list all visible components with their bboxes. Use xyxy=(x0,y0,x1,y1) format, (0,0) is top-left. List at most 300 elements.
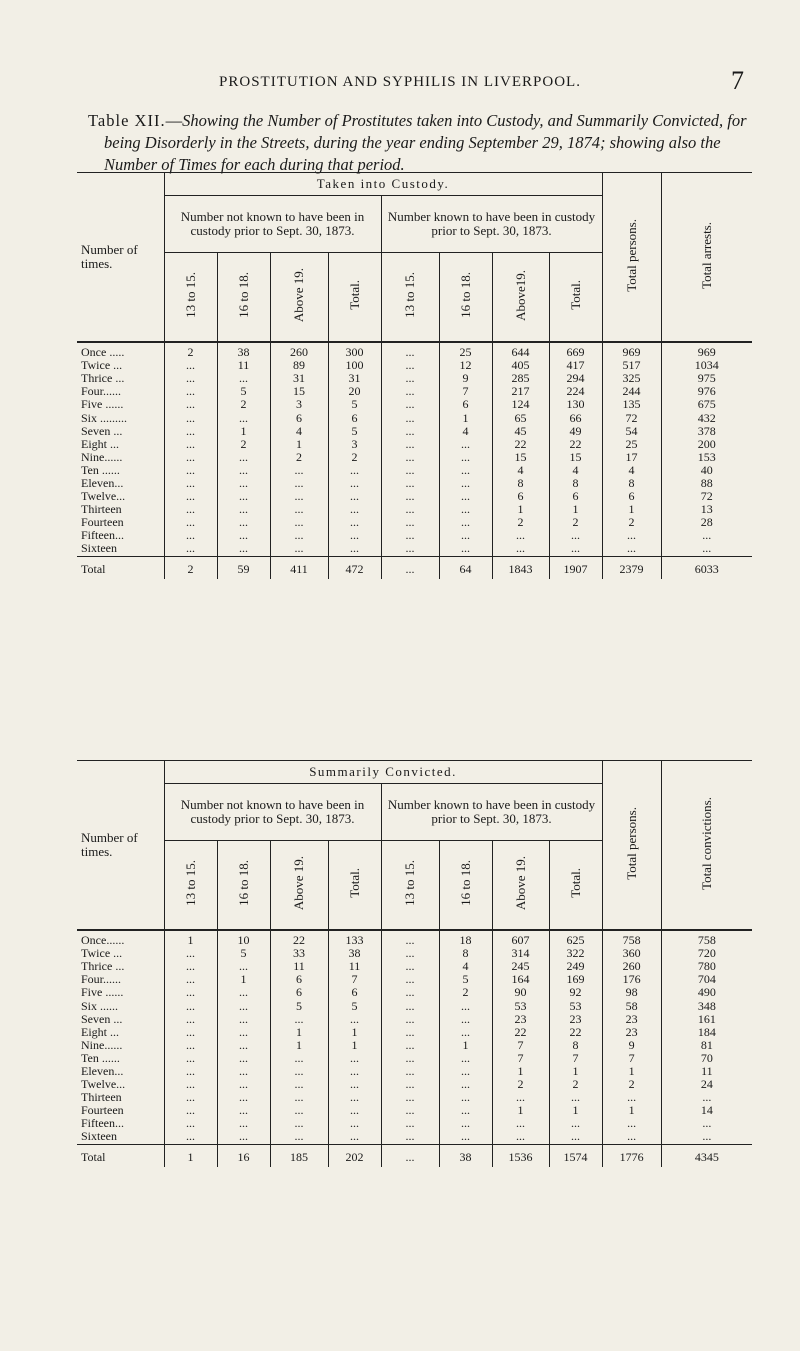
table-cell: ... xyxy=(328,516,381,529)
row-label: Ten ...... xyxy=(77,464,164,477)
table-cell: 2 xyxy=(270,451,328,464)
table-cell: 780 xyxy=(697,959,716,974)
table-cell: 49 xyxy=(549,425,602,438)
table-cell: ... xyxy=(270,1091,328,1104)
subcol-header: Total. xyxy=(549,841,602,931)
row-label: Fifteen... xyxy=(77,529,164,542)
total-last-header: Total arrests. xyxy=(661,173,752,343)
total-cell: 202 xyxy=(328,1144,381,1167)
table-cell: ... xyxy=(164,1117,217,1130)
table-cell: 1 xyxy=(270,1039,328,1052)
table-cell: ... xyxy=(492,1117,549,1130)
total-cell: 16 xyxy=(217,1144,270,1167)
table-cell: 72 xyxy=(700,489,713,504)
caption-dash: — xyxy=(165,111,183,130)
table-cell: ... xyxy=(439,542,492,556)
table-cell: ... xyxy=(217,1039,270,1052)
table-cell: 38 xyxy=(328,947,381,960)
row-label: Thrice ... xyxy=(77,372,164,385)
table-cell: ... xyxy=(381,342,439,359)
row-label: Six ......... xyxy=(77,411,164,424)
table-cell: ... xyxy=(270,1078,328,1091)
table-cell: ... xyxy=(164,1130,217,1144)
table-cell: ... xyxy=(217,986,270,999)
table-cell: ... xyxy=(381,490,439,503)
row-label: Eight ... xyxy=(77,438,164,451)
table-cell: ... xyxy=(217,1052,270,1065)
table-cell: ... xyxy=(217,529,270,542)
table-cell: ... xyxy=(164,973,217,986)
table-cell: 53 xyxy=(492,999,549,1012)
table-row xyxy=(77,1026,752,1039)
table-cell: ... xyxy=(702,541,712,556)
table-cell: ... xyxy=(492,529,549,542)
table-cell: 7 xyxy=(492,1052,549,1065)
table-cell: ... xyxy=(270,464,328,477)
table-row xyxy=(77,342,752,359)
table-cell: ... xyxy=(217,464,270,477)
table-row xyxy=(77,490,752,503)
table-cell: ... xyxy=(381,477,439,490)
table-row xyxy=(77,930,752,947)
table-cell: ... xyxy=(602,1130,661,1144)
table-cell: ... xyxy=(381,1130,439,1144)
table-cell: ... xyxy=(702,1090,712,1105)
table-cell: ... xyxy=(217,503,270,516)
table-cell: 675 xyxy=(697,397,716,412)
table-cell: ... xyxy=(164,503,217,516)
table-cell: ... xyxy=(217,516,270,529)
table-cell: 2 xyxy=(602,1078,661,1091)
table-cell: 1 xyxy=(217,425,270,438)
table-cell: ... xyxy=(164,516,217,529)
row-label: Thirteen xyxy=(77,503,164,516)
table-cell: 2 xyxy=(492,1078,549,1091)
table-cell: 314 xyxy=(492,947,549,960)
table-cell: ... xyxy=(439,1130,492,1144)
table-cell: 5 xyxy=(328,425,381,438)
total-cell: 1536 xyxy=(492,1144,549,1167)
table-cell: 124 xyxy=(492,398,549,411)
table-cell: ... xyxy=(439,999,492,1012)
table-row xyxy=(77,947,752,960)
total-cell: 472 xyxy=(328,556,381,579)
table-cell: 325 xyxy=(602,372,661,385)
table-cell: 6 xyxy=(602,490,661,503)
table-cell: ... xyxy=(270,529,328,542)
table-cell: 98 xyxy=(602,986,661,999)
row-label: Once ..... xyxy=(77,342,164,359)
table-cell: 11 xyxy=(701,1063,713,1078)
total-cell: 185 xyxy=(270,1144,328,1167)
table-cell: ... xyxy=(381,973,439,986)
table-cell: 66 xyxy=(549,411,602,424)
table-cell: ... xyxy=(492,1091,549,1104)
table-cell: 5 xyxy=(217,385,270,398)
total-cell: 59 xyxy=(217,556,270,579)
total-label: Total xyxy=(77,1144,164,1167)
table-cell: ... xyxy=(381,1013,439,1026)
table-cell: 7 xyxy=(492,1039,549,1052)
table-cell: 5 xyxy=(217,947,270,960)
row-label: Fourteen xyxy=(77,516,164,529)
table-row xyxy=(77,398,752,411)
table-cell: 294 xyxy=(549,372,602,385)
total-last-header: Total convictions. xyxy=(661,761,752,931)
table-cell: 8 xyxy=(602,477,661,490)
table-cell: 20 xyxy=(328,385,381,398)
row-label: Four...... xyxy=(77,973,164,986)
table-cell: 9 xyxy=(602,1039,661,1052)
known-group-header: Number known to have been in custody prior to Sept. 30, 1873. xyxy=(381,784,602,841)
table-cell: ... xyxy=(328,477,381,490)
table-cell: 5 xyxy=(328,398,381,411)
table-cell: ... xyxy=(549,1091,602,1104)
table-cell: 2 xyxy=(217,398,270,411)
page-number: 7 xyxy=(731,66,744,95)
total-persons-header: Total persons. xyxy=(602,173,661,343)
table-cell: 15 xyxy=(270,385,328,398)
table-cell: 31 xyxy=(270,372,328,385)
total-cell: ... xyxy=(381,1144,439,1167)
table-cell: 720 xyxy=(697,946,716,961)
table-cell: ... xyxy=(164,1013,217,1026)
table-cell: ... xyxy=(381,999,439,1012)
table-cell: ... xyxy=(381,451,439,464)
not-known-group-header: Number not known to have been in custody prior to Sept. 30, 1873. xyxy=(164,784,381,841)
table-cell: ... xyxy=(381,425,439,438)
subcol-header: 16 to 18. xyxy=(439,841,492,931)
table-cell: 322 xyxy=(549,947,602,960)
table-cell: ... xyxy=(217,1013,270,1026)
table-cell: ... xyxy=(217,451,270,464)
subcol-header: Above 19. xyxy=(270,253,328,343)
number-of-times-header: Number of times. xyxy=(77,173,164,343)
caption-label: Table XII. xyxy=(88,111,166,130)
total-cell: 1776 xyxy=(602,1144,661,1167)
row-label: Ten ...... xyxy=(77,1052,164,1065)
table-cell: 6 xyxy=(492,490,549,503)
table-cell: 758 xyxy=(602,930,661,947)
total-cell: 1 xyxy=(164,1144,217,1167)
total-cell: 6033 xyxy=(661,556,752,579)
table-row xyxy=(77,1013,752,1026)
table-cell: 22 xyxy=(549,1026,602,1039)
table-cell: 976 xyxy=(697,384,716,399)
table-cell: 1 xyxy=(492,1104,549,1117)
table-cell: 285 xyxy=(492,372,549,385)
total-cell: ... xyxy=(381,556,439,579)
table-cell: 11 xyxy=(270,960,328,973)
table-cell: ... xyxy=(439,1078,492,1091)
total-row xyxy=(77,556,752,579)
table-cell: 6 xyxy=(328,411,381,424)
table-cell: 6 xyxy=(549,490,602,503)
table-cell: ... xyxy=(549,542,602,556)
table-cell: 10 xyxy=(217,930,270,947)
table-cell: ... xyxy=(164,438,217,451)
total-cell: 64 xyxy=(439,556,492,579)
table-cell: ... xyxy=(164,960,217,973)
table-cell: 14 xyxy=(700,1103,713,1118)
table-row xyxy=(77,516,752,529)
table-cell: 2 xyxy=(164,342,217,359)
table-row xyxy=(77,438,752,451)
table-cell: ... xyxy=(164,385,217,398)
table-cell: ... xyxy=(328,1091,381,1104)
table-cell: ... xyxy=(439,1091,492,1104)
table-cell: ... xyxy=(217,1065,270,1078)
table-cell: ... xyxy=(381,947,439,960)
not-known-group-header: Number not known to have been in custody prior to Sept. 30, 1873. xyxy=(164,196,381,253)
table-cell: ... xyxy=(381,1052,439,1065)
table-row xyxy=(77,1117,752,1130)
table-cell: 200 xyxy=(697,436,716,451)
table-row xyxy=(77,542,752,556)
row-label: Sixteen xyxy=(77,542,164,556)
subcol-header: 16 to 18. xyxy=(217,253,270,343)
table-caption xyxy=(88,110,754,176)
table-row xyxy=(77,477,752,490)
row-label: Fifteen... xyxy=(77,1117,164,1130)
table-cell: 1 xyxy=(270,1026,328,1039)
table-cell: ... xyxy=(217,477,270,490)
table-cell: 23 xyxy=(602,1026,661,1039)
table-cell: 23 xyxy=(492,1013,549,1026)
table-cell: ... xyxy=(439,1026,492,1039)
table-cell: 133 xyxy=(328,930,381,947)
table-cell: 3 xyxy=(270,398,328,411)
table-cell: ... xyxy=(381,1078,439,1091)
table-cell: 1034 xyxy=(694,358,719,373)
table-cell: 975 xyxy=(697,371,716,386)
table-cell: ... xyxy=(328,1065,381,1078)
subcol-header: 16 to 18. xyxy=(217,841,270,931)
table-cell: 25 xyxy=(439,342,492,359)
table-cell: 1 xyxy=(602,1104,661,1117)
table-cell: 405 xyxy=(492,359,549,372)
table-cell: ... xyxy=(164,999,217,1012)
table-cell: 6 xyxy=(328,986,381,999)
table-cell: 5 xyxy=(328,999,381,1012)
table-cell: ... xyxy=(439,503,492,516)
table-cell: ... xyxy=(381,1065,439,1078)
table-row xyxy=(77,359,752,372)
table-cell: 8 xyxy=(549,1039,602,1052)
table-cell: 81 xyxy=(700,1037,713,1052)
row-label: Six ...... xyxy=(77,999,164,1012)
table-cell: 2 xyxy=(602,516,661,529)
table-cell: 31 xyxy=(328,372,381,385)
table-cell: ... xyxy=(549,529,602,542)
table-cell: 704 xyxy=(697,972,716,987)
table-row xyxy=(77,999,752,1012)
table-cell: 249 xyxy=(549,960,602,973)
row-label: Seven ... xyxy=(77,1013,164,1026)
table-cell: 100 xyxy=(328,359,381,372)
table-cell: ... xyxy=(217,1091,270,1104)
table-cell: ... xyxy=(492,542,549,556)
table-cell: 153 xyxy=(697,449,716,464)
table-cell: ... xyxy=(381,1091,439,1104)
table-cell: 164 xyxy=(492,973,549,986)
table-cell: ... xyxy=(381,438,439,451)
table-cell: ... xyxy=(217,411,270,424)
table-cell: ... xyxy=(164,425,217,438)
row-label: Eight ... xyxy=(77,1026,164,1039)
table-cell: 360 xyxy=(602,947,661,960)
table-cell: 6 xyxy=(270,986,328,999)
table-cell: ... xyxy=(381,1039,439,1052)
table-cell: 38 xyxy=(217,342,270,359)
table-cell: ... xyxy=(439,516,492,529)
total-persons-header: Total persons. xyxy=(602,761,661,931)
table-cell: 22 xyxy=(492,1026,549,1039)
table-cell: ... xyxy=(270,1052,328,1065)
table-cell: ... xyxy=(328,1104,381,1117)
table-cell: 625 xyxy=(549,930,602,947)
table-cell: 135 xyxy=(602,398,661,411)
table-cell: 417 xyxy=(549,359,602,372)
table-cell: ... xyxy=(439,1013,492,1026)
table-cell: ... xyxy=(217,960,270,973)
subcol-header: 13 to 15. xyxy=(381,253,439,343)
table-cell: ... xyxy=(602,1091,661,1104)
table-cell: 7 xyxy=(549,1052,602,1065)
table-cell: 245 xyxy=(492,960,549,973)
table-cell: 90 xyxy=(492,986,549,999)
subcol-header: 16 to 18. xyxy=(439,253,492,343)
table-cell: 1 xyxy=(164,930,217,947)
table-cell: 2 xyxy=(439,986,492,999)
row-label: Five ...... xyxy=(77,398,164,411)
table-cell: 260 xyxy=(602,960,661,973)
table-cell: 224 xyxy=(549,385,602,398)
table-cell: ... xyxy=(164,372,217,385)
table-cell: ... xyxy=(164,542,217,556)
table-cell: ... xyxy=(439,490,492,503)
table-cell: ... xyxy=(439,1052,492,1065)
subcol-header: 13 to 15. xyxy=(164,253,217,343)
convicted-table xyxy=(77,760,752,1167)
table-cell: 169 xyxy=(549,973,602,986)
table-cell: 184 xyxy=(697,1024,716,1039)
total-label: Total xyxy=(77,556,164,579)
table-cell: 4 xyxy=(549,464,602,477)
table-cell: ... xyxy=(381,464,439,477)
table-cell: ... xyxy=(164,451,217,464)
table-cell: ... xyxy=(381,960,439,973)
total-row xyxy=(77,1144,752,1167)
table-cell: ... xyxy=(164,411,217,424)
table-cell: ... xyxy=(328,1078,381,1091)
table-cell: ... xyxy=(217,1117,270,1130)
row-label: Thrice ... xyxy=(77,960,164,973)
table-cell: 33 xyxy=(270,947,328,960)
table-cell: 40 xyxy=(700,462,713,477)
row-label: Four...... xyxy=(77,385,164,398)
row-label: Eleven... xyxy=(77,1065,164,1078)
table-row xyxy=(77,464,752,477)
table-cell: ... xyxy=(602,1117,661,1130)
table-cell: 517 xyxy=(602,359,661,372)
table-cell: 4 xyxy=(270,425,328,438)
table-cell: 11 xyxy=(328,960,381,973)
subcol-header: Above 19. xyxy=(492,841,549,931)
table-cell: ... xyxy=(164,490,217,503)
table-cell: 89 xyxy=(270,359,328,372)
table-cell: 4 xyxy=(602,464,661,477)
table-cell: 1 xyxy=(492,503,549,516)
row-label: Nine...... xyxy=(77,451,164,464)
table-cell: 24 xyxy=(700,1077,713,1092)
table-cell: ... xyxy=(217,1130,270,1144)
table-cell: ... xyxy=(381,1026,439,1039)
caption-text: Showing the Number of Prostitutes taken into Custody, and Summarily Convicted, for being Disorderly in the Streets, during the year ending September 29, 1874; showing also the Number of Times for each during that period. xyxy=(104,111,747,174)
table-cell: ... xyxy=(439,438,492,451)
table-cell: 23 xyxy=(602,1013,661,1026)
table-cell: 378 xyxy=(697,423,716,438)
table-cell: ... xyxy=(164,529,217,542)
table-cell: 53 xyxy=(549,999,602,1012)
table-cell: ... xyxy=(702,1116,712,1131)
table-cell: ... xyxy=(702,528,712,543)
table-cell: 5 xyxy=(270,999,328,1012)
table-row xyxy=(77,1091,752,1104)
table-cell: 2 xyxy=(549,1078,602,1091)
table-cell: 8 xyxy=(549,477,602,490)
table-cell: 88 xyxy=(700,475,713,490)
table-cell: ... xyxy=(439,464,492,477)
table-cell: ... xyxy=(164,1026,217,1039)
total-cell: 1843 xyxy=(492,556,549,579)
table-cell: ... xyxy=(328,490,381,503)
table-cell: 6 xyxy=(270,411,328,424)
table-cell: 644 xyxy=(492,342,549,359)
table-cell: ... xyxy=(164,464,217,477)
table-cell: 969 xyxy=(602,342,661,359)
running-head: PROSTITUTION AND SYPHILIS IN LIVERPOOL. xyxy=(219,74,581,90)
subcol-header: Total. xyxy=(328,253,381,343)
table-cell: ... xyxy=(270,490,328,503)
table-cell: 300 xyxy=(328,342,381,359)
total-cell: 2379 xyxy=(602,556,661,579)
table-cell: 1 xyxy=(602,1065,661,1078)
table-cell: 8 xyxy=(492,477,549,490)
table-cell: 7 xyxy=(439,385,492,398)
table-cell: ... xyxy=(217,999,270,1012)
table-cell: 15 xyxy=(492,451,549,464)
table-cell: ... xyxy=(164,1078,217,1091)
table-cell: 1 xyxy=(270,438,328,451)
known-group-header: Number known to have been in custody prior to Sept. 30, 1873. xyxy=(381,196,602,253)
table-cell: ... xyxy=(702,1129,712,1144)
table-cell: ... xyxy=(270,1013,328,1026)
table-cell: ... xyxy=(328,1117,381,1130)
table-cell: 3 xyxy=(328,438,381,451)
table-row xyxy=(77,503,752,516)
table-title: Summarily Convicted. xyxy=(164,761,602,784)
table-cell: 22 xyxy=(549,438,602,451)
table-row xyxy=(77,1130,752,1144)
custody-table xyxy=(77,172,752,579)
table-cell: ... xyxy=(164,1091,217,1104)
table-cell: 4 xyxy=(439,425,492,438)
table-row xyxy=(77,1052,752,1065)
table-cell: 758 xyxy=(697,933,716,948)
table-cell: ... xyxy=(164,477,217,490)
subcol-header: Above 19. xyxy=(270,841,328,931)
